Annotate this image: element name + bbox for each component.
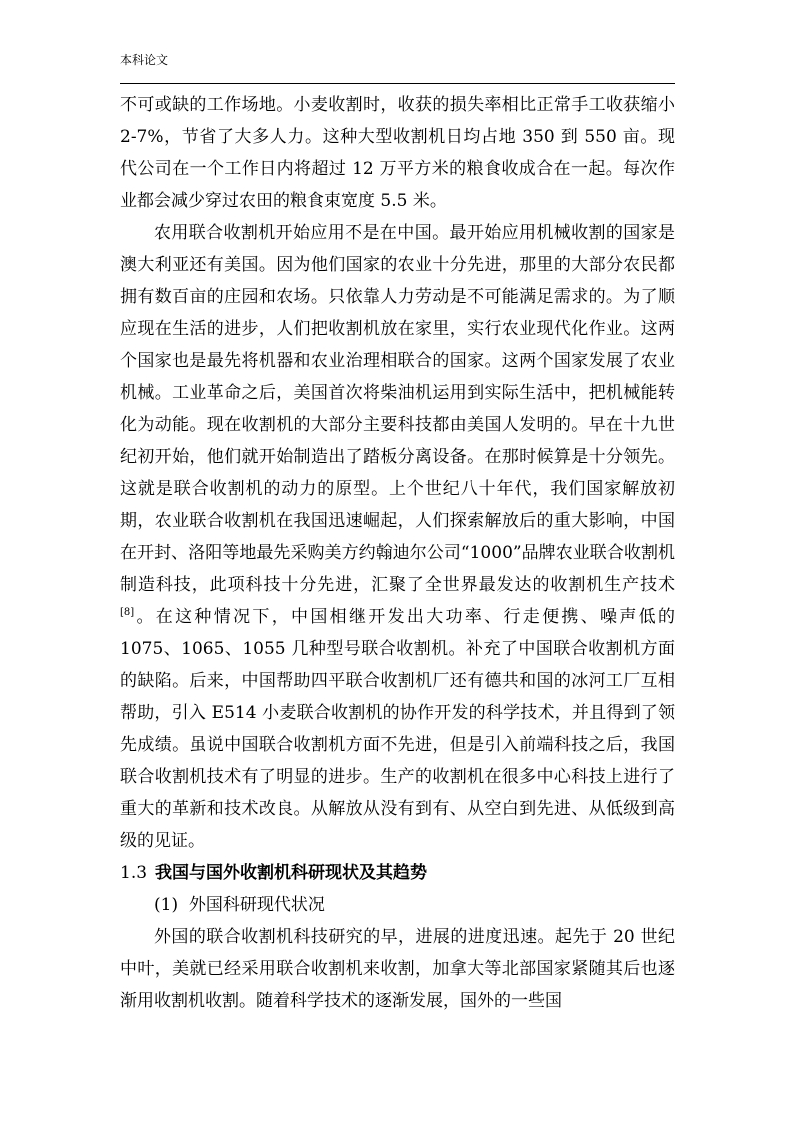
citation-8: [8] xyxy=(120,607,135,618)
subsection-heading xyxy=(120,889,675,921)
paragraph-2-main: 农用联合收割机开始应用不是在中国。最开始应用机械收割的国家是澳大利亚还有美国。因为他们国家的农业十分先进，那里的大部分农民都拥有数百亩的庄园和农场。只依靠人力劳动是不可能满足需求的。为了顺应现在生活的进步，人们把收割机放在家里，实行农业现代化作业。这两个国家也是最先将机器和农业治理相联合的国家。这两个国家发展了农业机械。工业革命之后，美国首次将柴油机运用到实际生活中，把机械能转化为动能。现在收割机的大部分主要科技都由美国人发明的。早在十九世纪初开始，他们就开始制造出了踏板分离设备。在那时候算是十分领先。这就是联合收割机的动力的原型。上个世纪八十年代，我们国家解放初期，农业联合收割机在我国迅速崛起，人们探索解放后的重大影响，中国在开封、洛阳等地最先采购美方约翰迪尔公司“1000”品牌农业联合收割机制造科技，此项科技十分先进，汇聚了全世界最发达的收割机生产技术 xyxy=(120,223,675,595)
subsection-title: 外国科研现代状况 xyxy=(188,895,325,915)
paragraph-3: 外国的联合收割机科技研究的早，进展的进度迅速。起先于 20 世纪中叶，美就已经采用联合收割机来收割，加拿大等北部国家紧随其后也逐渐用收割机收割。随着科学技术的逐渐发展，国外的一些国 xyxy=(120,927,675,1011)
paragraph-2 xyxy=(120,217,675,857)
running-header: 本科论文 xyxy=(120,53,169,67)
subsection-number: (1) xyxy=(154,895,179,915)
section-heading xyxy=(120,857,675,889)
paragraph-2-rest: 。在这种情况下，中国相继开发出大功率、行走便携、噪声低的 1075、1065、1055 几种型号联合收割机。补充了中国联合收割机方面的缺陷。后来，中国帮助四平联合收割机厂还有德共和国的冰河工厂互相帮助，引入 E514 小麦联合收割机的协作开发的科学技术，并且得到了领先成绩。虽说中国联合收割机方面不先进，但是引入前端科技之后，我国联合收割机技术有了明显的进步。生产的收割机在很多中心科技上进行了重大的革新和技术改良。从解放从没有到有、从空白到先进、从低级到高级的见证。 xyxy=(120,607,675,851)
section-number: 1.3 xyxy=(120,863,148,883)
body-text xyxy=(120,89,675,1017)
header-rule xyxy=(120,83,675,84)
section-title: 我国与国外收割机科研现状及其趋势 xyxy=(155,863,428,883)
paragraph-1: 不可或缺的工作场地。小麦收割时，收获的损失率相比正常手工收获缩小 2-7%，节省了大多人力。这种大型收割机日均占地 350 到 550 亩。现代公司在一个工作日内将超过 12 万平方米的粮食收成合在一起。每次作业都会减少穿过农田的粮食束宽度 5.5 米。 xyxy=(120,95,675,211)
